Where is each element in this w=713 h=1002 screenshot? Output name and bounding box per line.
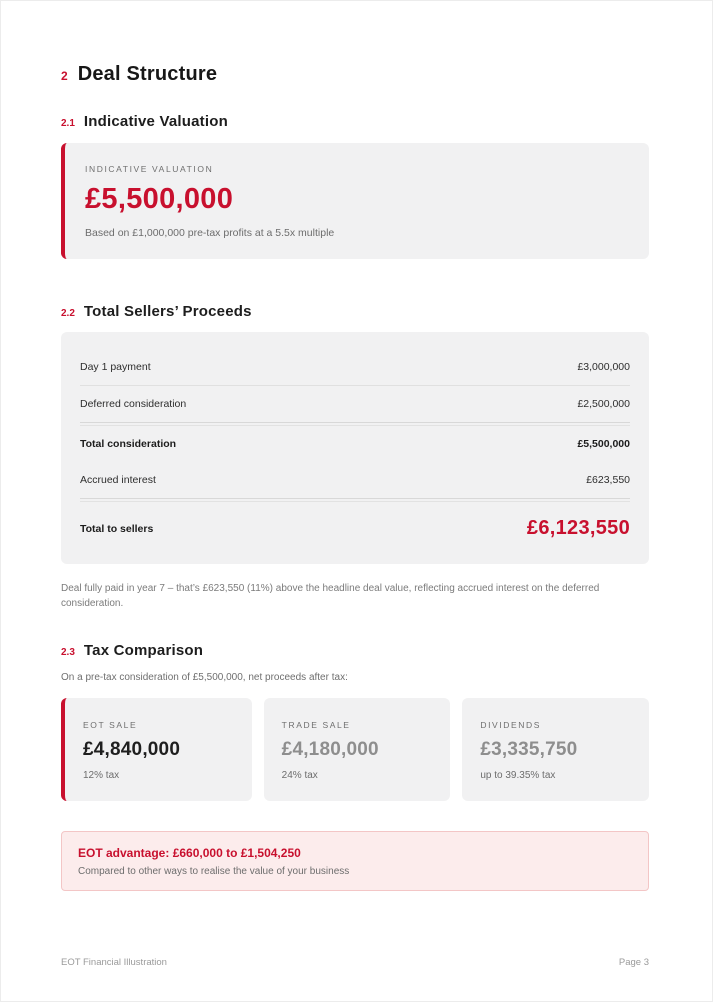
card-label: DIVIDENDS xyxy=(480,720,542,730)
proceeds-note: Deal fully paid in year 7 – that’s £623,550 (11%) above the headline deal value, reflecting accrued interest on the deferred consideration. xyxy=(61,583,600,609)
card-amount: £4,840,000 xyxy=(83,739,181,760)
row-value: £2,500,000 xyxy=(577,398,630,410)
subsection-heading-indicative-valuation xyxy=(61,113,649,130)
tax-comparison-intro: On a pre-tax consideration of £5,500,000, net proceeds after tax: xyxy=(61,672,348,683)
card-label: EOT SALE xyxy=(83,720,138,730)
page-footer xyxy=(61,957,649,968)
total-value: £6,123,550 xyxy=(526,517,630,539)
subsection-heading-tax-comparison xyxy=(61,642,649,659)
card-sub: 24% tax xyxy=(281,770,318,781)
subsection-title: Tax Comparison xyxy=(83,642,204,659)
subsection-number: 2.2 xyxy=(61,308,75,319)
tax-card-trade-sale xyxy=(264,698,451,801)
subsection-heading-sellers-proceeds xyxy=(61,303,649,320)
card-label: TRADE SALE xyxy=(281,720,351,730)
row-label: Day 1 payment xyxy=(80,361,151,373)
card-amount: £4,180,000 xyxy=(281,739,379,760)
card-sub: up to 39.35% tax xyxy=(480,770,556,781)
tax-card-dividends xyxy=(462,698,649,801)
section-title: Deal Structure xyxy=(77,63,218,85)
advantage-title: EOT advantage: £660,000 to £1,504,250 xyxy=(78,846,301,860)
valuation-label: INDICATIVE VALUATION xyxy=(85,164,214,174)
tax-cards-row xyxy=(61,698,649,801)
footer-document-title: EOT Financial Illustration xyxy=(61,957,167,968)
row-label: Deferred consideration xyxy=(80,398,187,410)
page-content xyxy=(1,63,712,891)
section-heading-deal-structure xyxy=(61,63,649,86)
valuation-amount: £5,500,000 xyxy=(85,183,234,215)
proceeds-table-card xyxy=(61,332,649,564)
subsection-number: 2.1 xyxy=(61,118,75,129)
total-label: Total to sellers xyxy=(80,522,154,535)
card-sub: 12% tax xyxy=(83,770,120,781)
table-row xyxy=(80,462,630,498)
row-value: £3,000,000 xyxy=(577,361,630,373)
footer-page-number: Page 3 xyxy=(618,957,649,968)
valuation-note: Based on £1,000,000 pre-tax profits at a 5.5x multiple xyxy=(85,227,335,239)
row-value: £623,550 xyxy=(586,474,630,486)
section-number: 2 xyxy=(61,69,68,83)
advantage-sub: Compared to other ways to realise the value of your business xyxy=(78,866,350,877)
card-amount: £3,335,750 xyxy=(480,739,578,760)
table-row xyxy=(80,426,630,462)
tax-card-eot-sale xyxy=(61,698,252,801)
subsection-title: Total Sellers’ Proceeds xyxy=(83,303,252,320)
eot-advantage-callout xyxy=(61,831,649,891)
row-value: £5,500,000 xyxy=(577,438,630,450)
row-label: Total consideration xyxy=(80,438,177,450)
row-label: Accrued interest xyxy=(80,474,156,486)
subsection-number: 2.3 xyxy=(61,647,75,658)
indicative-valuation-card xyxy=(61,143,649,259)
subsection-title: Indicative Valuation xyxy=(83,113,228,130)
table-row xyxy=(80,349,630,385)
table-row xyxy=(80,386,630,422)
table-row-total xyxy=(80,502,630,542)
